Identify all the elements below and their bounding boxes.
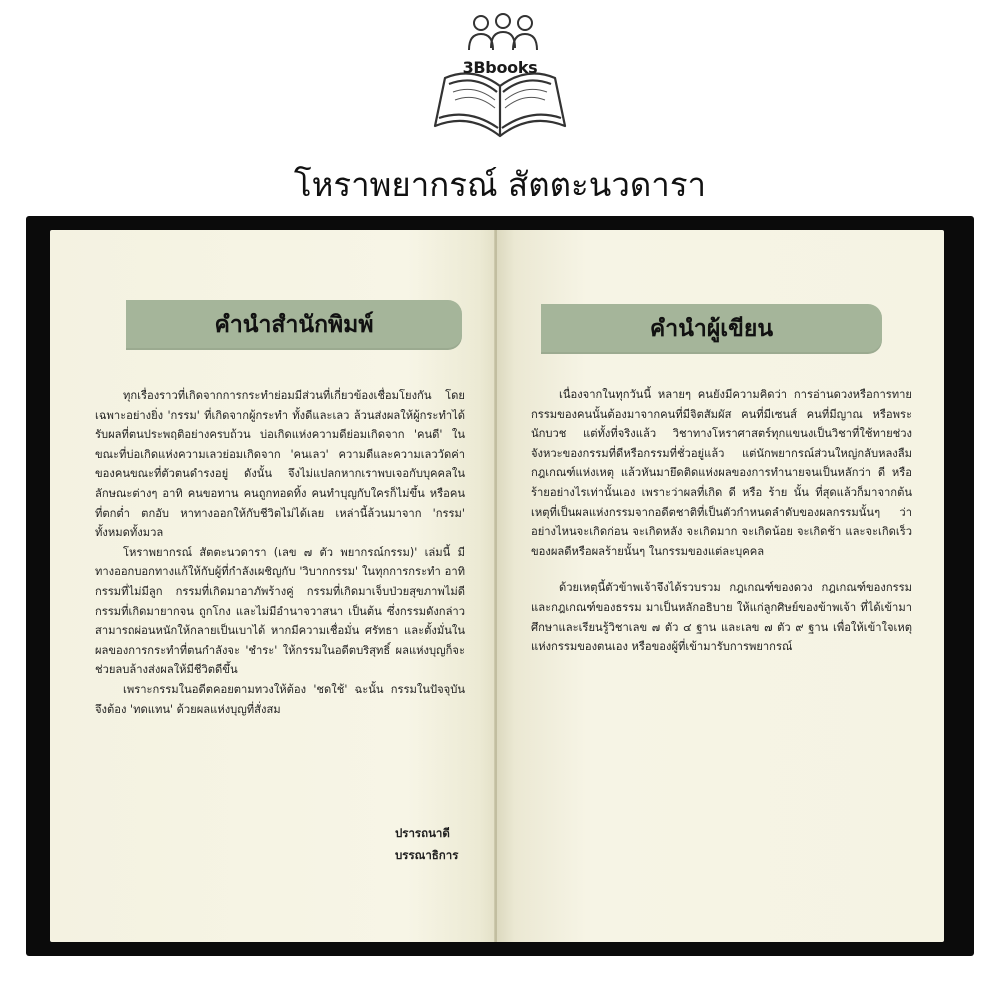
- signature-title: บรรณาธิการ: [395, 848, 459, 862]
- signature-closing: ปรารถนาดี: [395, 826, 450, 840]
- right-page: [497, 230, 944, 942]
- left-page: [50, 230, 497, 942]
- page-title: โหราพยากรณ์ สัตตะนวดารา: [293, 165, 707, 204]
- book-spread: [26, 216, 974, 956]
- right-page-heading: คำนำผู้เขียน: [541, 304, 882, 354]
- left-paragraph: ทุกเรื่องราวที่เกิดจากการกระทำย่อมมีส่วนที่เกี่ยวข้องเชื่อมโยงกัน โดยเฉพาะอย่างยิ่ง 'กรรม' ที่เกิดจากผู้กระทำ ทั้งดีและเลว ล้วนส่งผลให้ผู้กระทำได้รับผลที่ตนประพฤติอย่างครบถ้วน บ่อเกิดแห่งความดีย่อมเกิดจาก 'คนดี' ในขณะที่บ่อเกิดแห่งความเลวย่อมเกิดจาก 'คนเลว' ความดีและความเลววัดค่าของคนขณะที่ตัวตนดำรงอยู่ ดังนั้น จึงไม่แปลกหากเราพบเจอกับบุคคลในลักษณะต่างๆ อาทิ คนขอทาน คนถูกทอดทิ้ง คนทำบุญกับใครก็ไม่ขึ้น หรือคนที่ตกต่ำ ตกอับ หาทางออกให้กับชีวิตไม่ได้เลย เหล่านี้ล้วนมาจาก 'กรรม' ทั้งหมดทั้งมวล: [95, 389, 465, 540]
- right-paragraph: เนื่องจากในทุกวันนี้ หลายๆ คนยังมีความคิดว่า การอ่านดวงหรือการทายกรรมของคนนั้นต้องมาจากคนที่มีจิตสัมผัส คนที่มีเซนส์ คนที่มีญาณ หรือพระนักบวช แต่ทั้งที่จริงแล้ว วิชาทางโหราศาสตร์ทุกแขนงเป็นวิชาที่ใช้ทายช่วงจังหวะของกรรมที่ดีหรือกรรมที่ชั่วอยู่แล้ว แต่นักพยากรณ์ส่วนใหญ่กลับหลงลืมกฎเกณฑ์แห่งเหตุ แล้วหันมายึดติดแห่งผลของการทำนายจนเป็นหลักว่า ดี หรือ ร้ายอย่างไรเท่านั้นเอง เพราะว่าผลที่เกิด ดี หรือ ร้าย นั้น ที่สุดแล้วก็มาจากต้นเหตุที่เป็นผลแห่งกรรมจากอดีตชาติที่เป็นตัวกำหนดลำดับของผลกรรมนั้นๆ ว่าอย่างไหนจะเกิดก่อน จะเกิดหลัง จะเกิดมาก จะเกิดน้อย จะเกิดช้า และจะเกิดเร็ว ของผลดีหรือผลร้ายนั้นๆ ในกรรมของแต่ละบุคคล: [531, 388, 912, 558]
- brand-logo: [425, 8, 575, 153]
- left-paragraph: โหราพยากรณ์ สัตตะนวดารา (เลข ๗ ตัว พยากรณ์กรรม)' เล่มนี้ มีทางออกบอกทางแก้ให้กับผู้ที่กำลังเผชิญกับ 'วิบากกรรม' ในทุกการกระทำ อาทิ กรรมที่ไม่มีลูก กรรมที่เกิดมาอาภัพร้างคู่ กรรมที่เกิดมาเจ็บป่วยสุขภาพไม่ดี กรรมที่เกิดมายากจน ถูกโกง และไม่มีอำนาจวาสนา เป็นต้น ซึ่งกรรมดังกล่าวสามารถผ่อนหนักให้กลายเป็นเบาได้ หากมีความเชื่อมั่น ศรัทธา และตั้งมั่นในผลของการกระทำที่ตนกำลังจะ 'ชำระ' ให้กรรมในอดีตบริสุทธิ์ ผลแห่งบุญก็จะช่วยลบล้างส่งผลให้มีชีวิตดีขึ้น: [95, 545, 465, 677]
- right-page-body: [531, 385, 912, 657]
- logo-text: 3Bbooks: [462, 58, 538, 77]
- left-page-heading: คำนำสำนักพิมพ์: [126, 300, 462, 350]
- left-page-body: [95, 386, 465, 719]
- left-paragraph: เพราะกรรมในอดีตคอยตามทวงให้ต้อง 'ชดใช้' ฉะนั้น กรรมในปัจจุบันจึงต้อง 'ทดแทน' ด้วยผลแห่งบุญที่สั่งสม: [95, 682, 465, 716]
- right-paragraph: ด้วยเหตุนี้ตัวข้าพเจ้าจึงได้รวบรวม กฎเกณฑ์ของดวง กฎเกณฑ์ของกรรม และกฎเกณฑ์ของธรรม มาเป็นหลักอธิบาย ให้แก่ลูกศิษย์ของข้าพเจ้า ที่ได้เข้ามาศึกษาและเรียนรู้วิชาเลข ๗ ตัว ๔ ฐาน และเลข ๗ ตัว ๙ ฐาน เพื่อให้เข้าใจเหตุแห่งกรรมของตนเอง หรือของผู้ที่เข้ามารับการพยากรณ์: [531, 581, 912, 654]
- open-book-icon: [425, 8, 575, 153]
